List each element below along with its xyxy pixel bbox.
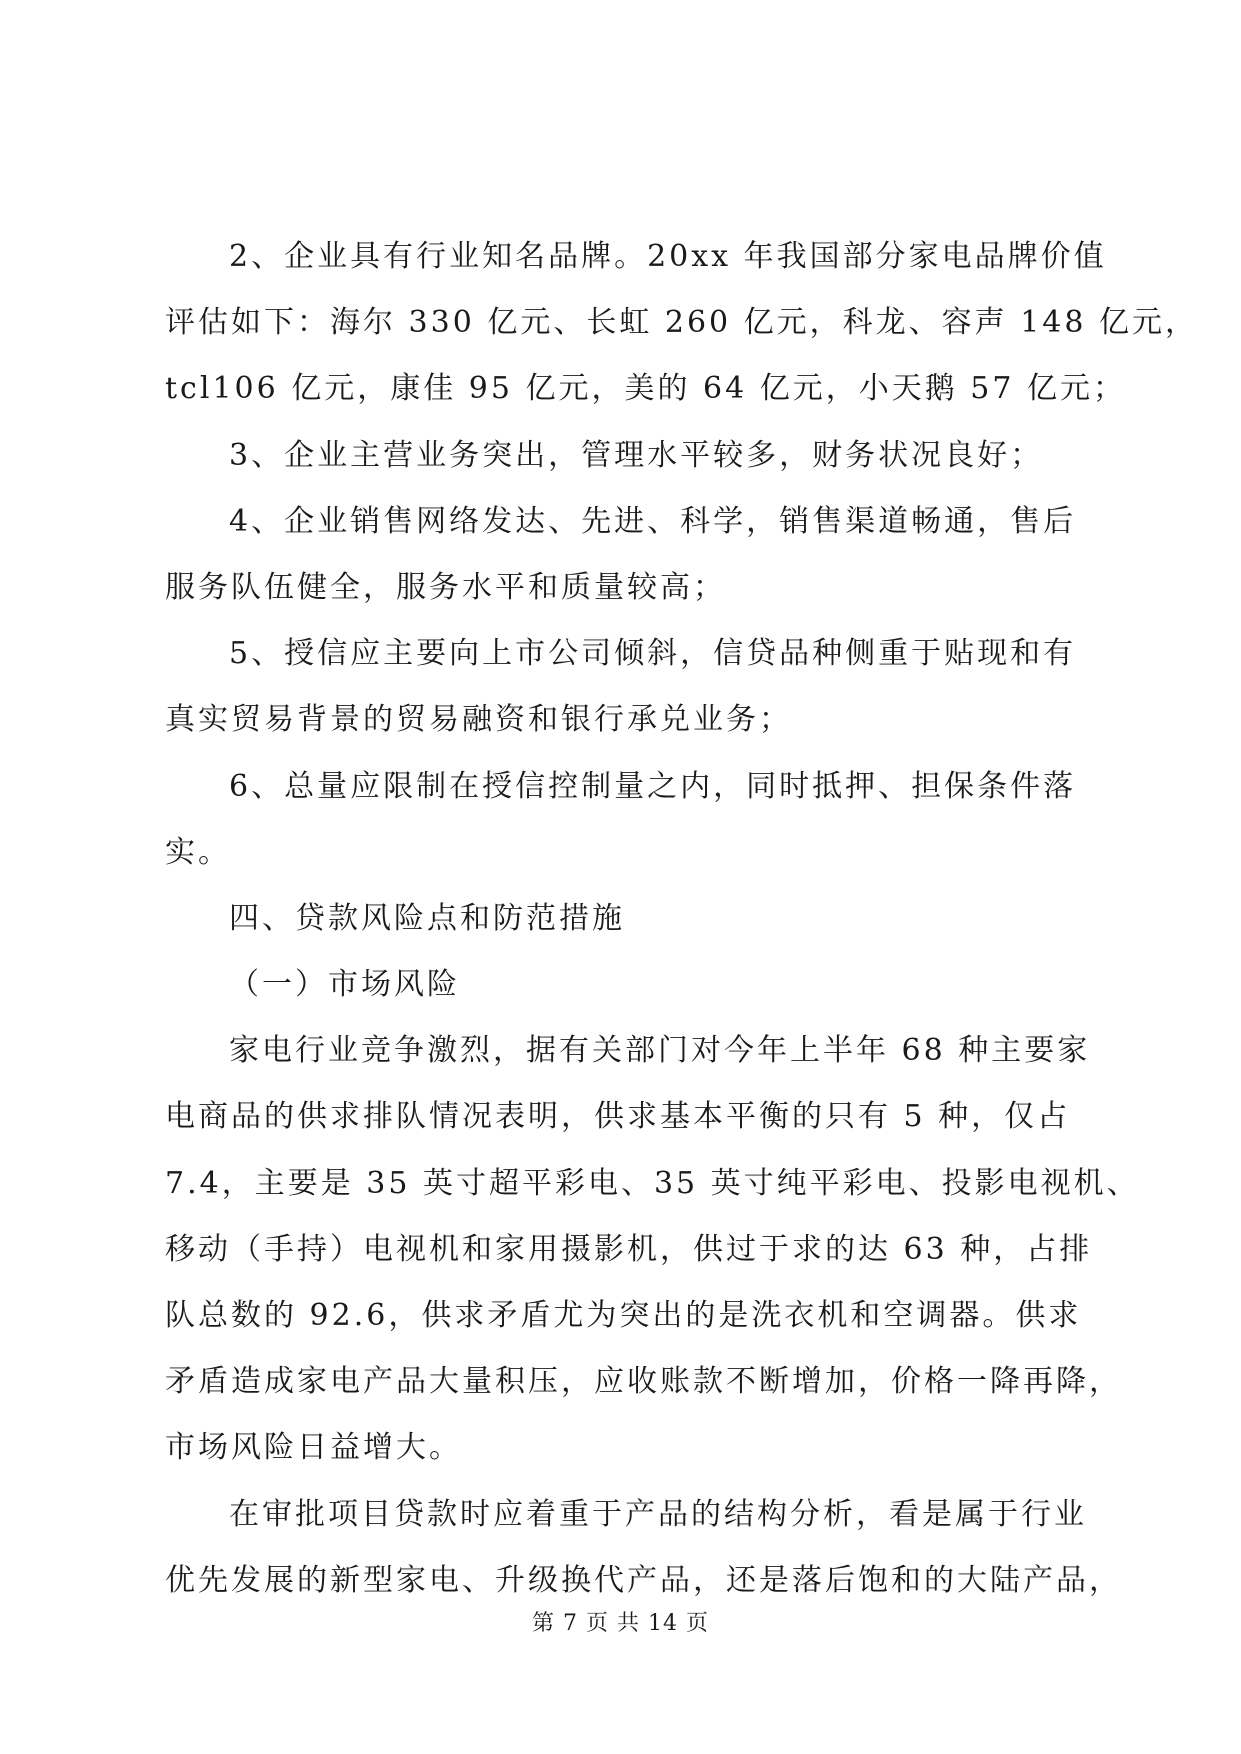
paragraph-line: 5、授信应主要向上市公司倾斜，信贷品种侧重于贴现和有 bbox=[229, 636, 1077, 672]
paragraph-line: 移动（手持）电视机和家用摄影机，供过于求的达 63 种，占排 bbox=[165, 1231, 1093, 1267]
paragraph-line: 在审批项目贷款时应着重于产品的结构分析，看是属于行业 bbox=[229, 1496, 1087, 1532]
paragraph-line: 电商品的供求排队情况表明，供求基本平衡的只有 5 种，仅占 bbox=[165, 1099, 1071, 1135]
paragraph-line: 4、企业销售网络发达、先进、科学，销售渠道畅通，售后 bbox=[229, 503, 1077, 539]
paragraph-line: 6、总量应限制在授信控制量之内，同时抵押、担保条件落 bbox=[229, 768, 1077, 804]
paragraph-line: tcl106 亿元，康佳 95 亿元，美的 64 亿元，小天鹅 57 亿元； bbox=[165, 371, 1126, 407]
paragraph-line: 7.4，主要是 35 英寸超平彩电、35 英寸纯平彩电、投影电视机、 bbox=[165, 1165, 1140, 1201]
paragraph-line: 评估如下：海尔 330 亿元、长虹 260 亿元，科龙、容声 148 亿元， bbox=[165, 305, 1198, 341]
page-number-footer: 第 7 页 共 14 页 bbox=[532, 1611, 709, 1636]
section-heading: 四、贷款风险点和防范措施 bbox=[229, 900, 625, 936]
subsection-heading: （一）市场风险 bbox=[229, 967, 460, 1003]
paragraph-line: 真实贸易背景的贸易融资和银行承兑业务； bbox=[165, 702, 792, 738]
paragraph-line: 矛盾造成家电产品大量积压，应收账款不断增加，价格一降再降， bbox=[165, 1364, 1122, 1400]
paragraph-line: 2、企业具有行业知名品牌。20xx 年我国部分家电品牌价值 bbox=[229, 239, 1107, 274]
paragraph-line: 实。 bbox=[165, 834, 231, 870]
paragraph-line: 服务队伍健全，服务水平和质量较高； bbox=[165, 569, 726, 605]
paragraph-line: 家电行业竞争激烈，据有关部门对今年上半年 68 种主要家 bbox=[229, 1033, 1091, 1069]
paragraph-line: 市场风险日益增大。 bbox=[165, 1430, 462, 1466]
body-text bbox=[165, 232, 1198, 1622]
paragraph-line: 队总数的 92.6，供求矛盾尤为突出的是洗衣机和空调器。供求 bbox=[165, 1298, 1082, 1333]
paragraph-line: 3、企业主营业务突出，管理水平较多，财务状况良好； bbox=[229, 437, 1044, 473]
paragraph-line: 优先发展的新型家电、升级换代产品，还是落后饱和的大陆产品， bbox=[165, 1562, 1122, 1598]
